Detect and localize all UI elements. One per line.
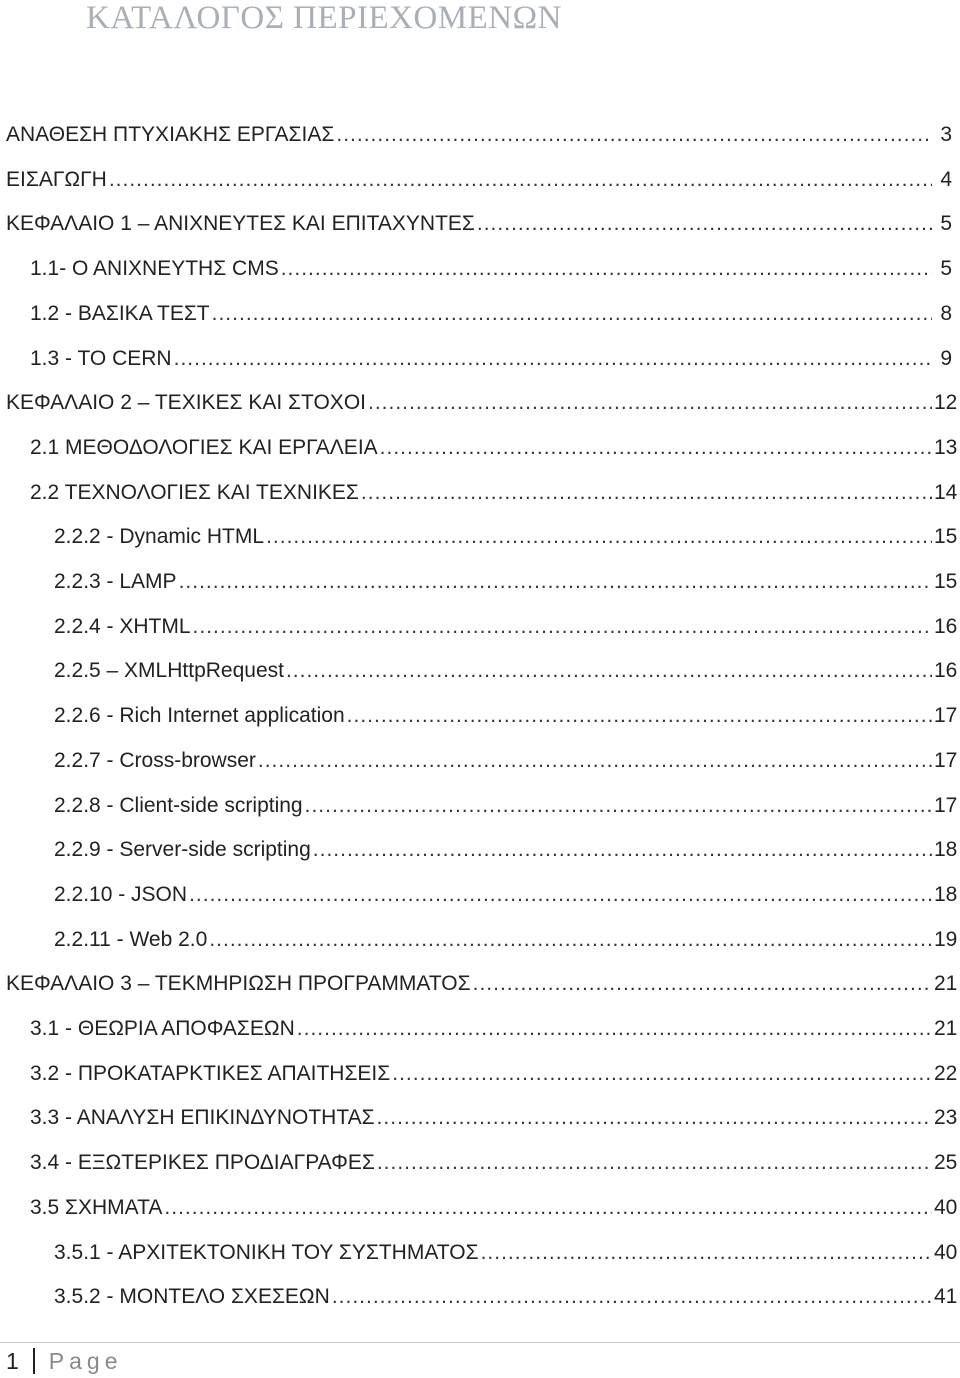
toc-entry-label: 2.2.6 - Rich Internet application: [54, 704, 345, 728]
toc-entry[interactable]: [0, 878, 958, 908]
toc-entry[interactable]: [0, 699, 958, 729]
toc-entry-page: 16: [934, 659, 958, 683]
toc-entry-label: ΚΕΦΑΛΑΙΟ 2 – ΤΕΧΙΚΕΣ ΚΑΙ ΣΤΟΧΟΙ: [6, 391, 366, 415]
toc-dot-leader: [258, 748, 932, 774]
toc-entry-page: 8: [940, 301, 952, 325]
page-footer: [6, 1346, 123, 1376]
toc-entry-label: ΕΙΣΑΓΩΓΗ: [6, 167, 107, 191]
toc-entry-label: 2.2.3 - LAMP: [54, 570, 177, 593]
toc-entry-label: 1.3 - ΤΟ CERN: [30, 346, 172, 370]
toc-dot-leader: [286, 658, 932, 684]
toc-entry[interactable]: [0, 163, 952, 193]
footer-page-word: Page: [48, 1348, 123, 1374]
toc-dot-leader: [392, 1061, 932, 1087]
toc-entry-label: 1.1- Ο ΑΝΙΧΝΕΥΤΗΣ CMS: [30, 257, 279, 281]
toc-entry-page: 40: [934, 1195, 958, 1219]
toc-entry[interactable]: [0, 386, 958, 416]
toc-entry[interactable]: [0, 833, 958, 863]
toc-entry[interactable]: [0, 1012, 958, 1042]
toc-entry-page: 41: [934, 1285, 958, 1309]
toc-entry[interactable]: [0, 1280, 958, 1310]
toc-entry[interactable]: [0, 923, 958, 953]
toc-entry[interactable]: [0, 1146, 958, 1176]
toc-entry-page: 13: [934, 435, 958, 459]
toc-entry[interactable]: [0, 252, 952, 282]
toc-entry-label: ΑΝΑΘΕΣΗ ΠΤΥΧΙΑΚΗΣ ΕΡΓΑΣΙΑΣ: [6, 123, 335, 146]
toc-entry[interactable]: [0, 297, 952, 327]
toc-entry[interactable]: [0, 431, 958, 461]
toc-entry-label: 3.5 ΣΧΗΜΑΤΑ: [30, 1195, 163, 1219]
toc-dot-leader: [297, 1016, 932, 1042]
toc-entry-label: 2.2.4 - XHTML: [54, 614, 191, 638]
toc-entry-page: 12: [934, 391, 958, 415]
toc-dot-leader: [380, 435, 932, 461]
toc-dot-leader: [347, 703, 932, 729]
toc-entry-page: 16: [934, 614, 958, 638]
toc-entry-label: 3.4 - ΕΞΩΤΕΡΙΚΕΣ ΠΡΟΔΙΑΓΡΑΦΕΣ: [30, 1151, 375, 1175]
toc-entry[interactable]: [0, 610, 958, 640]
toc-entry-page: 18: [934, 838, 958, 862]
toc-entry-page: 5: [940, 212, 952, 236]
toc-dot-leader: [266, 524, 932, 550]
toc-dot-leader: [336, 122, 932, 148]
toc-entry-label: 2.2.11 - Web 2.0: [54, 927, 208, 951]
toc-entry-label: ΚΕΦΑΛΑΙΟ 1 – ΑΝΙΧΝΕΥΤΕΣ ΚΑΙ ΕΠΙΤΑΧΥΝΤΕΣ: [6, 212, 475, 236]
toc-entry-label: 3.3 - ΑΝΑΛΥΣΗ ΕΠΙΚΙΝΔΥΝΟΤΗΤΑΣ: [30, 1106, 375, 1130]
toc-entry-label: 2.1 ΜΕΘΟΔΟΛΟΓΙΕΣ ΚΑΙ ΕΡΓΑΛΕΙΑ: [30, 435, 378, 459]
toc-dot-leader: [481, 1240, 932, 1266]
toc-dot-leader: [164, 1195, 932, 1221]
toc-dot-leader: [109, 167, 932, 193]
toc-entry-page: 15: [934, 525, 958, 549]
toc-entry-page: 5: [940, 257, 952, 281]
toc-dot-leader: [189, 882, 932, 908]
toc-dot-leader: [212, 301, 932, 327]
toc-dot-leader: [193, 614, 932, 640]
toc-entry[interactable]: [0, 1236, 958, 1266]
toc-title: ΚΑΤΑΛΟΓΟΣ ΠΕΡΙΕΧΟΜΕΝΩΝ: [86, 0, 562, 36]
toc-entry-page: 17: [934, 748, 958, 772]
toc-entry-page: 9: [940, 346, 952, 370]
toc-entry-label: 2.2.10 - JSON: [54, 882, 188, 906]
toc-entry[interactable]: [0, 342, 952, 372]
toc-dot-leader: [473, 971, 932, 997]
toc-entry-label: 3.1 - ΘΕΩΡΙΑ ΑΠΟΦΑΣΕΩΝ: [30, 1017, 295, 1040]
toc-dot-leader: [313, 837, 932, 863]
toc-entry[interactable]: [0, 744, 958, 774]
toc-entry-page: 23: [934, 1106, 958, 1130]
toc-dot-leader: [377, 1150, 932, 1176]
toc-entry-page: 15: [934, 570, 958, 593]
toc-entry-page: 17: [934, 704, 958, 728]
toc-entry-page: 18: [934, 882, 958, 906]
toc-entry-label: 3.2 - ΠΡΟΚΑΤΑΡΚΤΙΚΕΣ ΑΠΑΙΤΗΣΕΙΣ: [30, 1061, 391, 1085]
toc-entry-page: 40: [934, 1240, 958, 1264]
toc-entry-label: 2.2.8 - Client-side scripting: [54, 793, 303, 817]
toc-entry-label: 3.5.2 - ΜΟΝΤΕΛΟ ΣΧΕΣΕΩΝ: [54, 1285, 330, 1309]
toc-entry[interactable]: [0, 967, 958, 997]
toc-entry-label: ΚΕΦΑΛΑΙΟ 3 – ΤΕΚΜΗΡΙΩΣΗ ΠΡΟΓΡΑΜΜΑΤΟΣ: [6, 972, 471, 996]
toc-entry-page: 22: [934, 1061, 958, 1085]
toc-entry[interactable]: [0, 207, 952, 237]
toc-entry[interactable]: [0, 654, 958, 684]
toc-entry-label: 3.5.1 - ΑΡΧΙΤΕΚΤΟΝΙΚΗ ΤΟΥ ΣΥΣΤΗΜΑΤΟΣ: [54, 1240, 479, 1264]
toc-entry-page: 3: [940, 123, 952, 146]
toc-entry-label: 2.2.9 - Server-side scripting: [54, 838, 311, 862]
toc-dot-leader: [477, 211, 932, 237]
toc-dot-leader: [305, 793, 932, 819]
toc-entry[interactable]: [0, 520, 958, 550]
toc-entry[interactable]: [0, 789, 958, 819]
toc-entry[interactable]: [0, 1101, 958, 1131]
toc-dot-leader: [368, 390, 932, 416]
toc-entry-page: 19: [934, 927, 958, 951]
toc-entry-label: 2.2.7 - Cross-browser: [54, 748, 256, 772]
toc-entry[interactable]: [0, 118, 952, 148]
footer-divider: [0, 1342, 960, 1343]
toc-entry[interactable]: [0, 476, 958, 506]
toc-entry[interactable]: [0, 565, 958, 595]
toc-entry-label: 2.2 ΤΕΧΝΟΛΟΓΙΕΣ ΚΑΙ ΤΕΧΝΙΚΕΣ: [30, 480, 359, 504]
toc-dot-leader: [281, 256, 932, 282]
toc-entry-page: 14: [934, 480, 958, 504]
toc-entry-label: 1.2 - ΒΑΣΙΚΑ ΤΕΣΤ: [30, 301, 210, 325]
footer-page-number: 1: [6, 1348, 19, 1374]
toc-entry-page: 4: [940, 167, 952, 191]
toc-dot-leader: [209, 927, 932, 953]
footer-separator: [33, 1348, 35, 1374]
toc-entry[interactable]: [0, 1057, 958, 1087]
toc-entry-label: 2.2.5 – XMLHttpRequest: [54, 659, 284, 683]
toc-dot-leader: [174, 346, 932, 372]
toc-entry-page: 21: [934, 972, 958, 996]
toc-dot-leader: [179, 569, 932, 595]
toc-entry-page: 25: [934, 1151, 958, 1175]
toc-entry-label: 2.2.2 - Dynamic HTML: [54, 525, 265, 549]
toc-dot-leader: [361, 480, 932, 506]
toc-dot-leader: [377, 1105, 932, 1131]
toc-dot-leader: [332, 1284, 932, 1310]
toc-entry-page: 17: [934, 793, 958, 817]
toc-entry-page: 21: [934, 1017, 958, 1040]
toc-entry[interactable]: [0, 1191, 958, 1221]
